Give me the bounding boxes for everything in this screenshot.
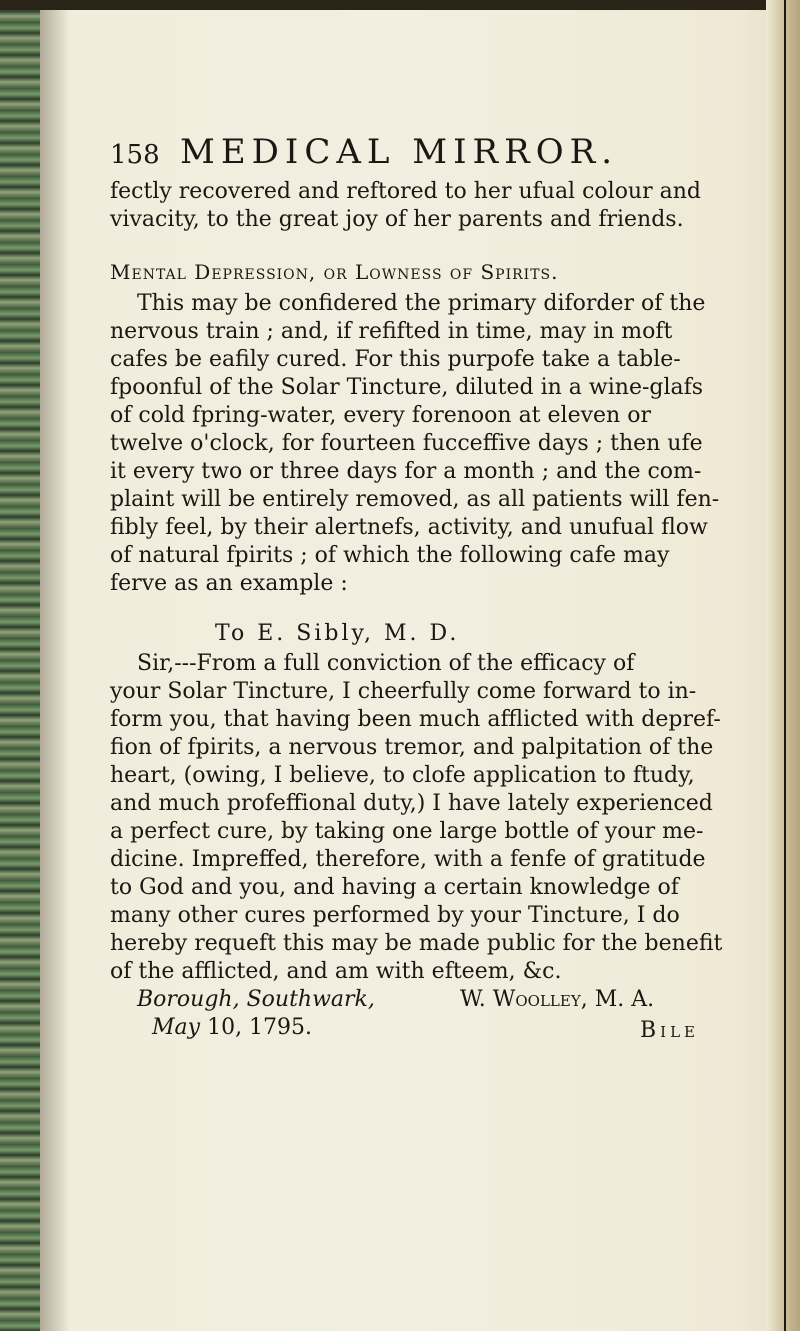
text-line: of the afflicted, and am with efteem, &c. bbox=[110, 959, 562, 984]
body-text bbox=[110, 178, 765, 1042]
text-line: to God and you, and having a certain knowledge of bbox=[110, 875, 679, 900]
text-line: nervous train ; and, if refifted in time, may in moft bbox=[110, 319, 673, 344]
text-line: twelve o'clock, for fourteen fucceffive days ; then ufe bbox=[110, 431, 703, 456]
page-number: 158 bbox=[110, 140, 160, 170]
text-line: many other cures performed by your Tincture, I do bbox=[110, 903, 680, 928]
text-line: fectly recovered and reftored to her ufual colour and bbox=[110, 179, 701, 204]
catchword: Bile bbox=[640, 1018, 700, 1043]
text-line: of natural fpirits ; of which the following cafe may bbox=[110, 543, 670, 568]
book-binding bbox=[0, 0, 40, 1331]
date-month: May bbox=[152, 1015, 201, 1040]
page-header bbox=[110, 132, 670, 172]
text-line: This may be confidered the primary diforder of the bbox=[137, 291, 706, 316]
signoff-place: Borough, Southwark, bbox=[137, 987, 375, 1012]
text-line: vivacity, to the great joy of her parents and friends. bbox=[110, 207, 684, 232]
text-line: your Solar Tincture, I cheerfully come forward to in- bbox=[110, 679, 697, 704]
text-line: and much profeffional duty,) I have lately experienced bbox=[110, 791, 713, 816]
section-heading: Mental Depression, or Lowness of Spirits. bbox=[110, 260, 559, 284]
text-line: dicine. Impreffed, therefore, with a fenfe of gratitude bbox=[110, 847, 706, 872]
text-line: fibly feel, by their alertnefs, activity, and unufual flow bbox=[110, 515, 708, 540]
text-line: fpoonful of the Solar Tincture, diluted in a wine-glafs bbox=[110, 375, 704, 400]
page-fore-edge bbox=[766, 0, 800, 1331]
text-line: Sir,---From a full conviction of the efficacy of bbox=[137, 651, 635, 676]
signoff-signer: W. Woolley, M. A. bbox=[460, 987, 655, 1012]
page-top-edge bbox=[0, 0, 800, 10]
text-line: hereby requeft this may be made public for the benefit bbox=[110, 931, 723, 956]
text-line: a perfect cure, by taking one large bottle of your me- bbox=[110, 819, 704, 844]
text-line: plaint will be entirely removed, as all patients will fen- bbox=[110, 487, 720, 512]
letter-address: To E. Sibly, M. D. bbox=[215, 621, 460, 646]
running-head: MEDICAL MIRROR. bbox=[180, 132, 619, 172]
text-line: cafes be eafily cured. For this purpofe take a table- bbox=[110, 347, 681, 372]
text-line: heart, (owing, I believe, to clofe application to ftudy, bbox=[110, 763, 695, 788]
text-line: fion of fpirits, a nervous tremor, and palpitation of the bbox=[110, 735, 714, 760]
text-line: form you, that having been much afflicted with depref- bbox=[110, 707, 721, 732]
letter-signoff bbox=[110, 986, 765, 1014]
date-rest: 10, 1795. bbox=[200, 1015, 313, 1040]
text-line: it every two or three days for a month ; and the com- bbox=[110, 459, 702, 484]
text-line: of cold fpring-water, every forenoon at eleven or bbox=[110, 403, 651, 428]
text-line: ferve as an example : bbox=[110, 571, 348, 596]
page-edge-line bbox=[784, 0, 786, 1331]
gutter-shadow bbox=[40, 0, 70, 1331]
